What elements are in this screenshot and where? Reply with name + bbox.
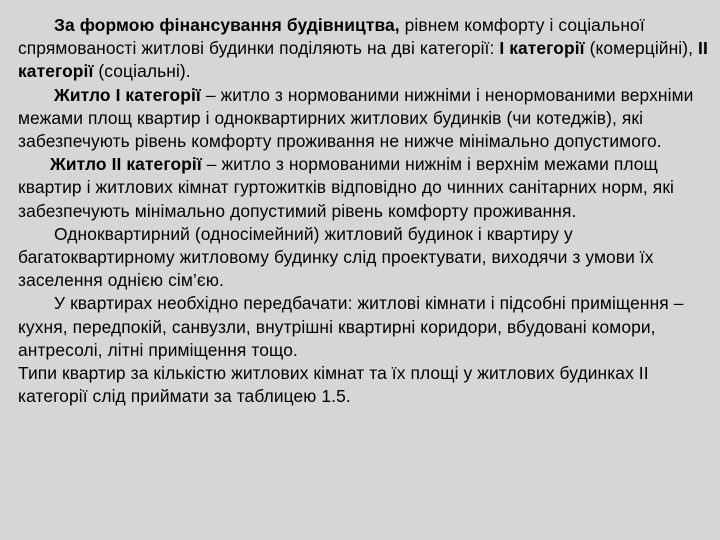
paragraph-text: (соціальні).	[93, 61, 191, 82]
paragraph-text: рівнем комфорту і соціальної спрямованості житлові будинки поділяють на дві категорії:	[18, 15, 645, 59]
paragraph-apartment-rooms	[18, 292, 710, 362]
paragraph-housing-categories	[18, 14, 710, 84]
paragraph-text: (комерційні),	[584, 38, 699, 59]
term-housing-category-1: Житло І категорії	[54, 84, 201, 105]
paragraph-text: Типи квартир за кількістю житлових кімнат та їх площі у житлових будинках ІІ категорії слід приймати за таблицею 1.5.	[18, 363, 649, 407]
paragraph-category-2-housing	[18, 153, 710, 223]
paragraph-text: У квартирах необхідно передбачати: житлові кімнати і підсобні приміщення – кухня, передпокій, санвузли, внутрішні квартирні коридори, вбудовані комори, антресолі, літні приміщення тощо.	[18, 293, 684, 360]
paragraph-text: – житло з нормованими нижнім і верхнім межами площ квартир і житлових кімнат гуртожитків відповідно до чинних санітарних норм, які забезпечують мінімально допустимий рівень комфорту проживання.	[18, 154, 674, 221]
term-category-1: І категорії	[499, 38, 585, 59]
paragraph-single-family	[18, 223, 710, 293]
term-category-2: ІІ категорії	[18, 38, 708, 82]
paragraph-text: – житло з нормованими нижніми і ненормованими верхніми межами площ квартир і одноквартирних житлових будинків (чи котеджів), які забезпечують рівень комфорту проживання не нижче мінімально допустимого.	[18, 84, 694, 152]
paragraph-text: Одноквартирний (односімейний) житловий будинок і квартиру у багатоквартирному житловому будинку слід проектувати, виходячи з умови їх заселення однією сім’єю.	[18, 223, 654, 291]
term-housing-category-2: Житло ІІ категорії	[50, 154, 202, 175]
paragraph-apartment-types	[18, 362, 710, 408]
paragraph-category-1-housing	[18, 84, 710, 154]
term-financing-form: За формою фінансування будівництва,	[54, 15, 400, 35]
